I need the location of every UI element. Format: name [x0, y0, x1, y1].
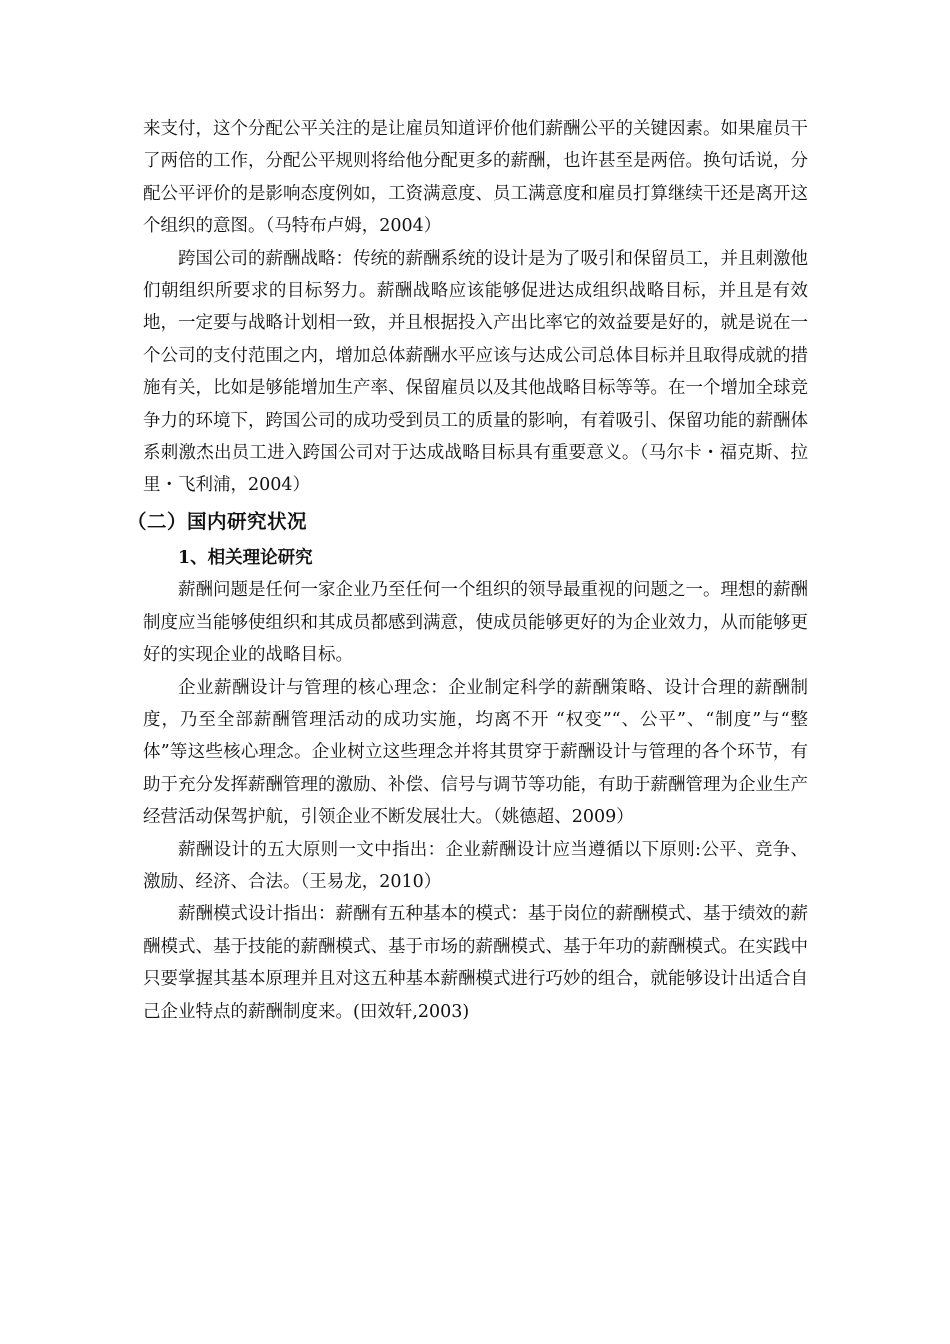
document-body	[127, 113, 808, 1028]
paragraph-core-concepts: 企业薪酬设计与管理的核心理念：企业制定科学的薪酬策略、设计合理的薪酬制度，乃至全部薪酬管理活动的成功实施，均离不开 “权变”“、公平”、“制度”与“整体”等这些核心理念。企业树立这些理念并将其贯穿于薪酬设计与管理的各个环节，有助于充分发挥薪酬管理的激励、补偿、信号与调节等功能，有助于薪酬管理为企业生产经营活动保驾护航，引领企业不断发展壮大。（姚德超、2009）	[143, 677, 808, 828]
paragraph-pay-models: 薪酬模式设计指出：薪酬有五种基本的模式：基于岗位的薪酬模式、基于绩效的薪酬模式、基于技能的薪酬模式、基于市场的薪酬模式、基于年功的薪酬模式。在实践中只要掌握其基本原理并且对这五种基本薪酬模式进行巧妙的组合，就能够设计出适合自己企业特点的薪酬制度来。(田效轩,2003)	[143, 904, 808, 1022]
paragraph-pay-importance: 薪酬问题是任何一家企业乃至任何一个组织的领导最重视的问题之一。理想的薪酬制度应当能够使组织和其成员都感到满意，使成员能够更好的为企业效力，从而能够更好的实现企业的战略目标。	[143, 580, 808, 666]
section-heading-domestic-research: （二）国内研究状况	[127, 509, 308, 533]
paragraph-multinational-pay-strategy: 跨国公司的薪酬战略：传统的薪酬系统的设计是为了吸引和保留员工，并且刺激他们朝组织所要求的目标努力。薪酬战略应该能够促进达成组织战略目标，并且是有效地，一定要与战略计划相一致，并且根据投入产出比率它的效益要是好的，就是说在一个公司的支付范围之内，增加总体薪酬水平应该与达成公司总体目标并且取得成就的措施有关，比如是够能增加生产率、保留雇员以及其他战略目标等等。在一个增加全球竞争力的环境下，跨国公司的成功受到员工的质量的影响，有着吸引、保留功能的薪酬体系刺激杰出员工进入跨国公司对于达成战略目标具有重要意义。（马尔卡・福克斯、拉里・飞利浦，2004）	[143, 248, 808, 496]
subsection-heading-related-theory: 1、相关理论研究	[178, 547, 313, 568]
paragraph-distributive-fairness: 来支付，这个分配公平关注的是让雇员知道评价他们薪酬公平的关键因素。如果雇员干了两倍的工作，分配公平规则将给他分配更多的薪酬，也许甚至是两倍。换句话说，分配公平评价的是影响态度例如，工资满意度、员工满意度和雇员打算继续干还是离开这个组织的意图。（马特布卢姆，2004）	[143, 119, 808, 237]
paragraph-five-principles: 薪酬设计的五大原则一文中指出：企业薪酬设计应当遵循以下原则:公平、竞争、激励、经济、合法。（王易龙，2010）	[143, 839, 808, 892]
